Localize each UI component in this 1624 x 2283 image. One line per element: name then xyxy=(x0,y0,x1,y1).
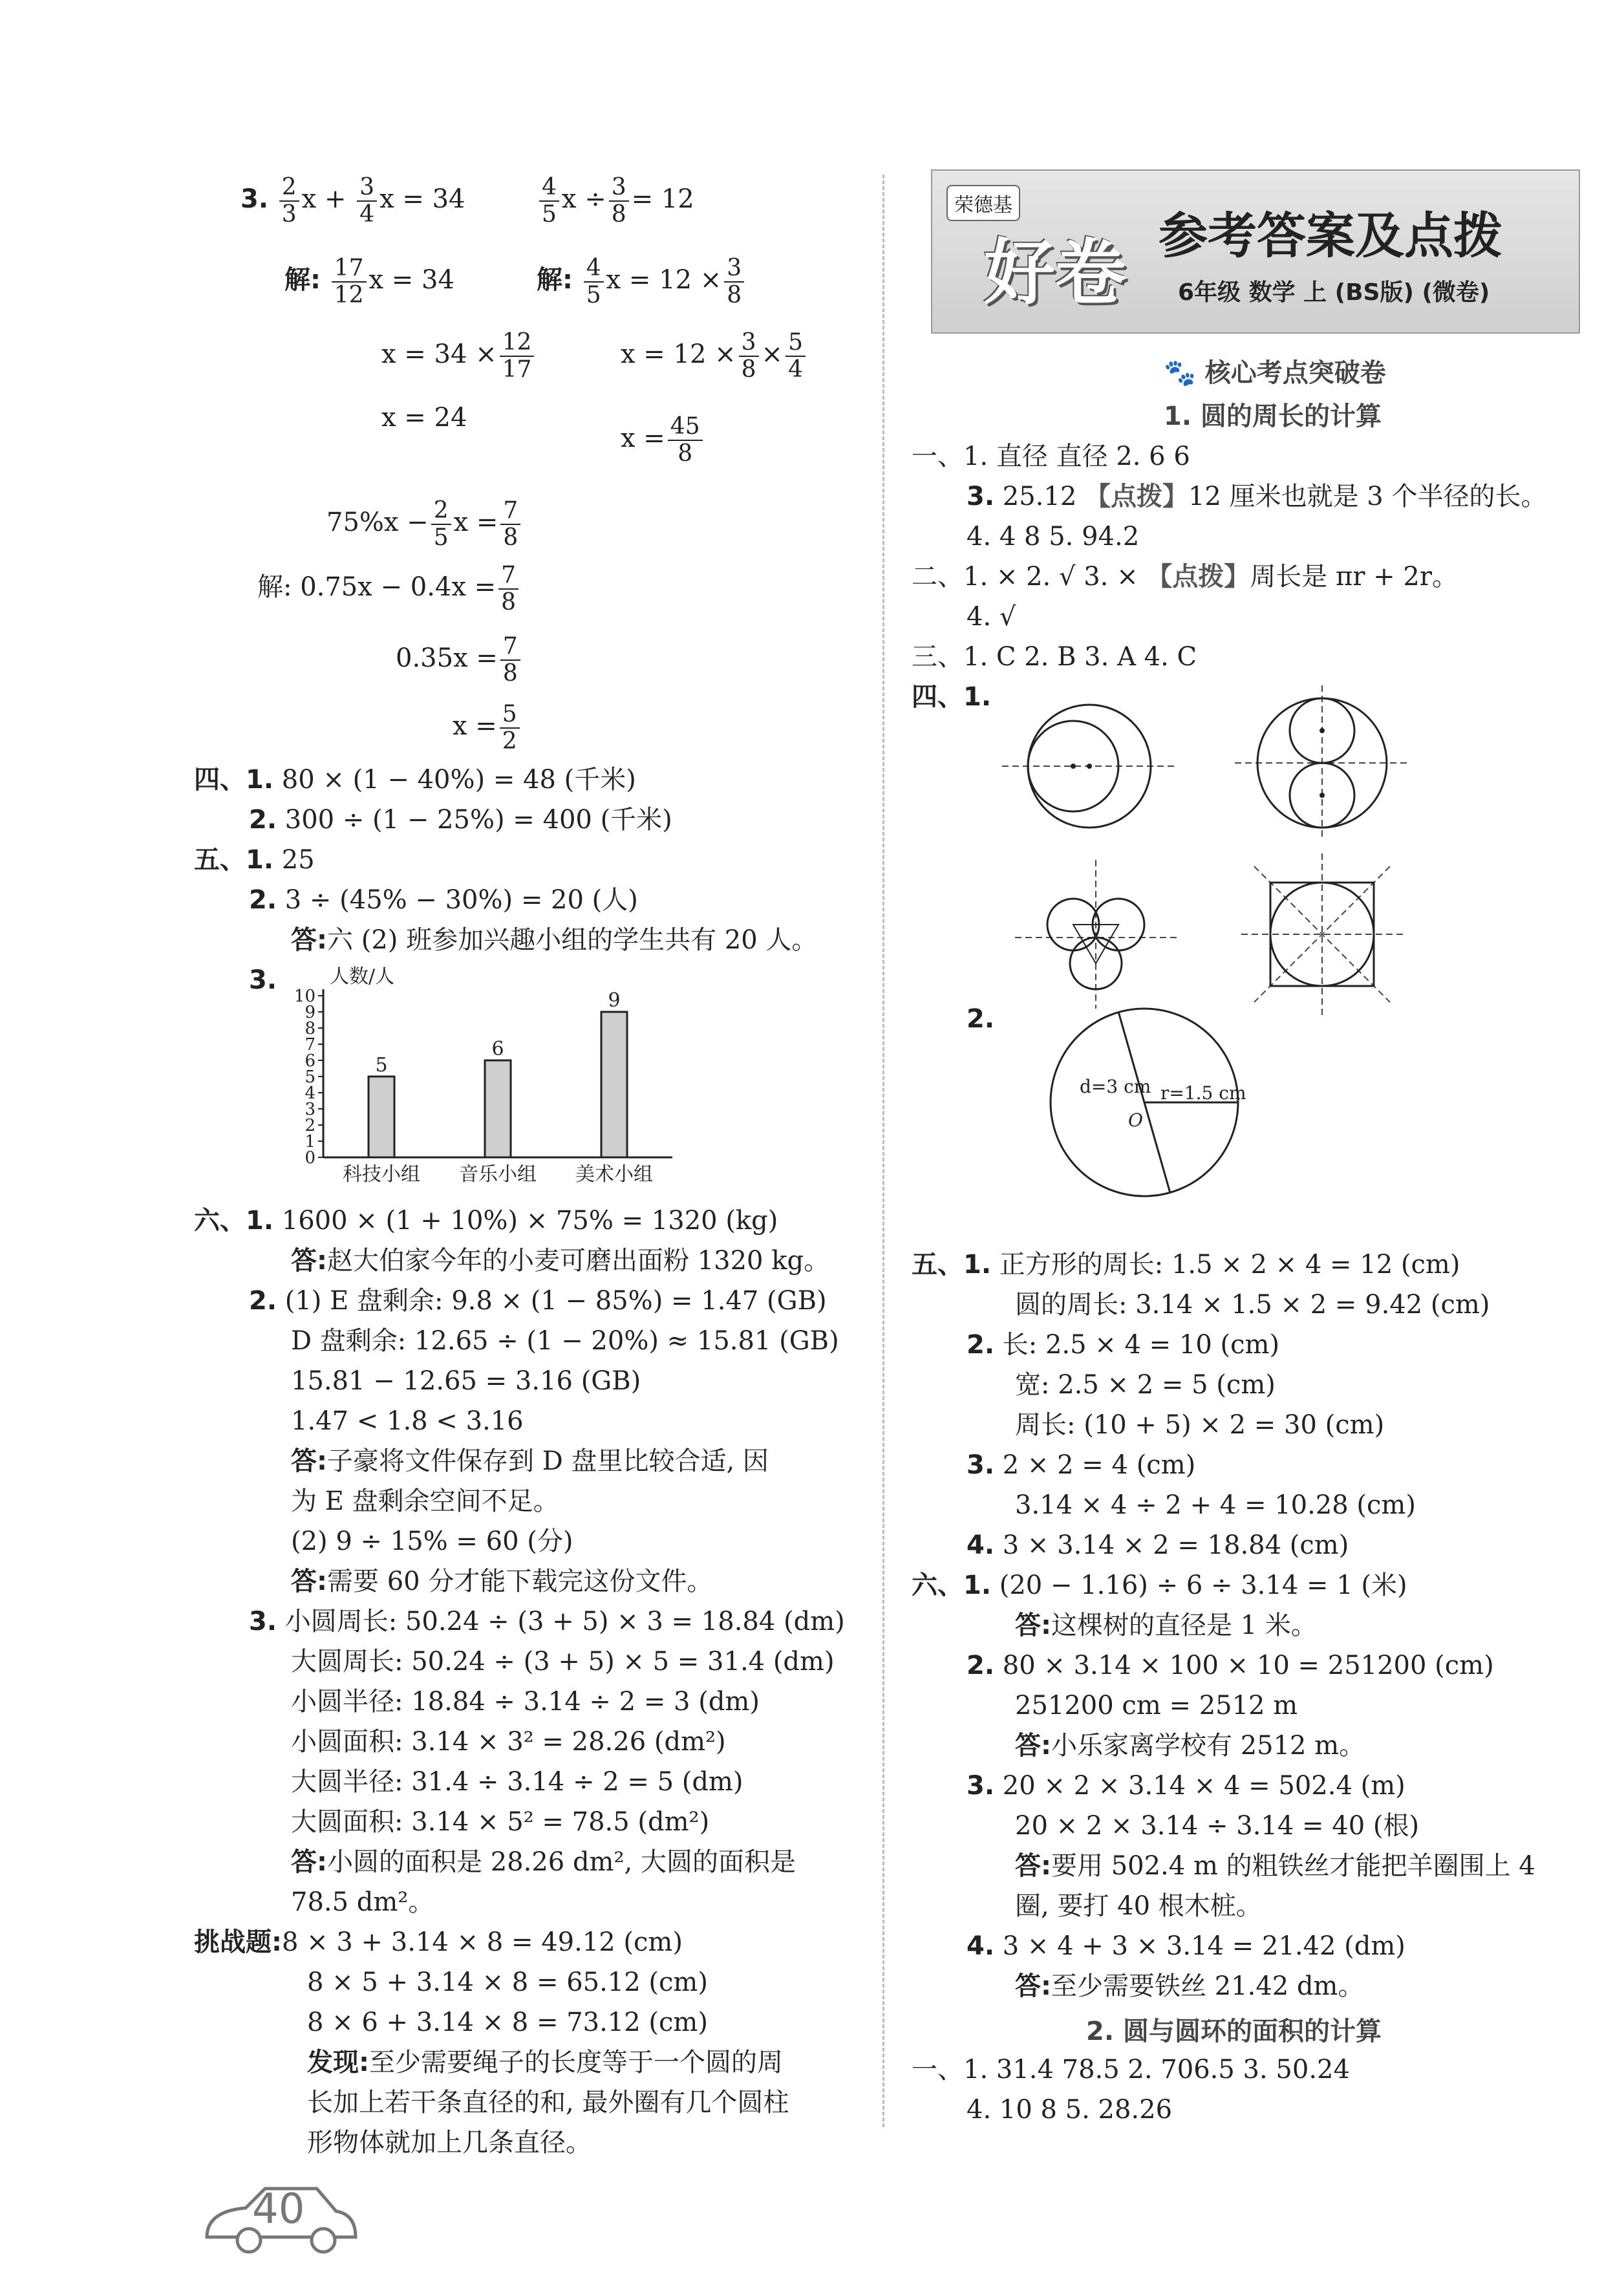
r-s6-line4: 3. 20 × 2 × 3.14 × 4 = 502.4 (m) xyxy=(967,1771,1405,1801)
q3-result-left: x = 24 xyxy=(381,403,467,433)
r-s7-line1: 一、1. 31.4 78.5 2. 706.5 3. 50.24 xyxy=(912,2055,1350,2085)
y-tick-label: 6 xyxy=(304,1051,315,1071)
circle-figure-4 xyxy=(1241,853,1403,1015)
s6-q3-line2: 大圆周长: 50.24 ÷ (3 + 5) × 5 = 31.4 (dm) xyxy=(291,1647,835,1677)
r-s1-line1: 一、1. 直径 直径 2. 6 6 xyxy=(912,442,1190,471)
s5-line1: 五、1. 25 xyxy=(194,845,315,875)
bar-0 xyxy=(369,1077,394,1157)
bar-value-label: 9 xyxy=(608,989,621,1012)
r-s7-line2: 4. 10 8 5. 28.26 xyxy=(967,2095,1173,2125)
y-tick-label: 0 xyxy=(304,1148,315,1168)
q3-eq1: 3. $\frac{2}{3}$ x + $\frac{3}{4}$ x = 34 xyxy=(240,174,465,228)
s6-q2-line1: 2. (1) E 盘剩余: 9.8 × (1 − 85%) = 1.47 (GB) xyxy=(249,1286,827,1316)
circle-figure-1 xyxy=(1002,692,1177,841)
r-s1-line2: 3. 25.12 【点拨】12 厘米也就是 3 个半径的长。 xyxy=(967,482,1547,511)
challenge-line1: 挑战题:8 × 3 + 3.14 × 8 = 49.12 (cm) xyxy=(194,1927,683,1957)
category-label: 音乐小组 xyxy=(459,1163,537,1186)
s6-answer4b: 78.5 dm²。 xyxy=(291,1887,434,1917)
q3-label: 3. xyxy=(240,184,269,214)
s6-q3-line1: 3. 小圆周长: 50.24 ÷ (3 + 5) × 3 = 18.84 (dm) xyxy=(249,1607,845,1636)
challenge-line3: 8 × 6 + 3.14 × 8 = 73.12 (cm) xyxy=(307,2008,708,2037)
y-tick-label: 4 xyxy=(304,1084,315,1103)
y-tick-label: 3 xyxy=(304,1100,315,1119)
y-tick-label: 8 xyxy=(304,1019,315,1038)
category-label: 科技小组 xyxy=(343,1163,420,1186)
r-s5-line2: 圆的周长: 3.14 × 1.5 × 2 = 9.42 (cm) xyxy=(1015,1290,1490,1320)
diameter-label: d=3 cm xyxy=(1080,1076,1151,1097)
bar-2 xyxy=(601,1012,627,1157)
q3-eq3-step3: x = $\frac{5}{2}$ xyxy=(453,702,522,755)
s6-q2-line2: D 盘剩余: 12.65 ÷ (1 − 20%) ≈ 15.81 (GB) xyxy=(291,1326,839,1356)
topic2-title: 2. 圆与圆环的面积的计算 xyxy=(1086,2017,1382,2046)
challenge-find2: 长加上若干条直径的和, 最外圈有几个圆柱 xyxy=(307,2088,789,2117)
r-s6-answer3b: 圈, 要打 40 根木桩。 xyxy=(1015,1891,1262,1921)
bar-value-label: 6 xyxy=(491,1038,504,1060)
column-divider xyxy=(882,175,884,2127)
q3-eq3-step1: 解: 0.75x − 0.4x = $\frac{7}{8}$ xyxy=(257,563,521,616)
r-s4-label: 四、1. xyxy=(912,682,992,712)
r-s5-line8: 4. 3 × 3.14 × 2 = 18.84 (cm) xyxy=(967,1530,1349,1560)
circle-diameter-figure xyxy=(1047,1002,1254,1209)
header-subtitle: 6年级 数学 上 (BS版) (微卷) xyxy=(1178,279,1490,306)
r-s5-line4: 宽: 2.5 × 2 = 5 (cm) xyxy=(1015,1370,1276,1400)
challenge-find1: 发现:至少需要绳子的长度等于一个圆的周 xyxy=(307,2048,783,2077)
s5-line2: 2. 3 ÷ (45% − 30%) = 20 (人) xyxy=(249,885,638,915)
q3-step2-left: x = 34 × $\frac{12}{17}$ xyxy=(381,330,537,383)
bar-value-label: 5 xyxy=(375,1054,388,1077)
r-s6-line5: 20 × 2 × 3.14 ÷ 3.14 = 40 (根) xyxy=(1015,1811,1420,1841)
s6-q3-line6: 大圆面积: 3.14 × 5² = 78.5 (dm²) xyxy=(291,1807,710,1837)
core-title: 🐾 核心考点突破卷 xyxy=(1164,358,1386,388)
q3-eq3-step2: 0.35x = $\frac{7}{8}$ xyxy=(396,634,523,687)
y-tick-label: 2 xyxy=(304,1116,315,1135)
frac-2-3: $\frac{2}{3}$ xyxy=(279,175,299,228)
s6-q2-part2: (2) 9 ÷ 15% = 60 (分) xyxy=(291,1527,573,1556)
brand-badge: 荣德基 xyxy=(946,185,1020,221)
radius-label: r=1.5 cm xyxy=(1160,1082,1246,1104)
s6-q2-line4: 1.47 < 1.8 < 3.16 xyxy=(291,1406,524,1436)
chart-ylabel: 人数/人 xyxy=(330,965,395,988)
r-s5-line5: 周长: (10 + 5) × 2 = 30 (cm) xyxy=(1015,1410,1385,1440)
s6-answer2a: 答:子豪将文件保存到 D 盘里比较合适, 因 xyxy=(291,1446,769,1476)
category-label: 美术小组 xyxy=(575,1163,653,1186)
s6-q2-line3: 15.81 − 12.65 = 3.16 (GB) xyxy=(291,1366,641,1396)
challenge-find3: 形物体就加上几条直径。 xyxy=(307,2128,592,2158)
r-s5-line1: 五、1. 正方形的周长: 1.5 × 2 × 4 = 12 (cm) xyxy=(912,1250,1460,1280)
challenge-line2: 8 × 5 + 3.14 × 8 = 65.12 (cm) xyxy=(307,1967,708,1997)
r-s2-line1: 二、1. × 2. √ 3. × 【点拨】周长是 πr + 2r。 xyxy=(912,562,1458,592)
s6-answer4a: 答:小圆的面积是 28.26 dm², 大圆的面积是 xyxy=(291,1847,796,1877)
r-s4-q2-label: 2. xyxy=(967,1004,995,1034)
r-s6-line3: 251200 cm = 2512 m xyxy=(1015,1691,1298,1720)
s6-answer3: 答:需要 60 分才能下载完这份文件。 xyxy=(291,1567,713,1596)
r-s6-line2: 2. 80 × 3.14 × 100 × 10 = 251200 (cm) xyxy=(967,1651,1494,1680)
q3-step2-right: x = 12 × $\frac{3}{8}$ × $\frac{5}{4}$ xyxy=(621,330,808,383)
s4-line1: 四、1. 80 × (1 − 40%) = 48 (千米) xyxy=(194,765,636,795)
r-s6-answer4: 答:至少需要铁丝 21.42 dm。 xyxy=(1015,1971,1364,2001)
r-s6-line1: 六、1. (20 − 1.16) ÷ 6 ÷ 3.14 = 1 (米) xyxy=(912,1570,1407,1600)
r-s6-line6: 4. 3 × 4 + 3 × 3.14 = 21.42 (dm) xyxy=(967,1931,1405,1961)
r-s6-answer3a: 答:要用 502.4 m 的粗铁丝才能把羊圈围上 4 xyxy=(1015,1851,1535,1881)
bar-chart xyxy=(284,963,685,1196)
s6-q3-line5: 大圆半径: 31.4 ÷ 3.14 ÷ 2 = 5 (dm) xyxy=(291,1767,743,1797)
r-s5-line6: 3. 2 × 2 = 4 (cm) xyxy=(967,1450,1196,1480)
y-tick-label: 7 xyxy=(304,1035,315,1055)
s6-q3-line3: 小圆半径: 18.84 ÷ 3.14 ÷ 2 = 3 (dm) xyxy=(291,1687,760,1717)
paw-icon: 🐾 xyxy=(1164,358,1196,388)
header-title: 参考答案及点拨 xyxy=(1159,207,1502,264)
q3-eq3: 75%x − $\frac{2}{5}$ x = $\frac{7}{8}$ xyxy=(326,498,523,551)
logo: 好卷 xyxy=(984,231,1126,314)
answer-header xyxy=(931,169,1580,334)
r-s1-line3: 4. 4 8 5. 94.2 xyxy=(967,522,1140,552)
s6-answer2b: 为 E 盘剩余空间不足。 xyxy=(291,1486,559,1516)
circle-figure-3 xyxy=(1015,860,1177,1009)
page-number: 40 xyxy=(252,2185,305,2233)
topic1-title: 1. 圆的周长的计算 xyxy=(1164,402,1382,431)
bar-1 xyxy=(485,1060,511,1157)
r-s6-answer2: 答:小乐家离学校有 2512 m。 xyxy=(1015,1731,1365,1761)
s6-answer1: 答:赵大伯家今年的小麦可磨出面粉 1320 kg。 xyxy=(291,1246,830,1276)
r-s5-line3: 2. 长: 2.5 × 4 = 10 (cm) xyxy=(967,1330,1280,1360)
q3-eq2: $\frac{4}{5}$ x ÷ $\frac{3}{8}$ = 12 xyxy=(537,175,694,228)
r-s2-line2: 4. √ xyxy=(967,602,1016,632)
q3-solve1: 解: $\frac{17}{12}$ x = 34 xyxy=(284,255,454,308)
y-tick-label: 1 xyxy=(304,1132,315,1152)
q3-result-right: x = $\frac{45}{8}$ xyxy=(621,414,705,467)
s4-line2: 2. 300 ÷ (1 − 25%) = 400 (千米) xyxy=(249,805,672,835)
y-tick-label: 10 xyxy=(294,987,315,1006)
frac-3-4: $\frac{3}{4}$ xyxy=(357,175,377,228)
s5-q3-label: 3. xyxy=(249,965,277,995)
s6-q3-line4: 小圆面积: 3.14 × 3² = 28.26 (dm²) xyxy=(291,1727,726,1757)
r-s6-answer1: 答:这棵树的直径是 1 米。 xyxy=(1015,1611,1317,1640)
circle-figure-2 xyxy=(1235,685,1409,841)
s6-line1: 六、1. 1600 × (1 + 10%) × 75% = 1320 (kg) xyxy=(194,1206,778,1236)
r-s3-line1: 三、1. C 2. B 3. A 4. C xyxy=(912,642,1197,672)
y-tick-label: 5 xyxy=(304,1067,315,1087)
center-label: O xyxy=(1128,1109,1143,1131)
s5-answer: 答:六 (2) 班参加兴趣小组的学生共有 20 人。 xyxy=(291,925,818,955)
q3-solve2: 解: $\frac{4}{5}$ x = 12 × $\frac{3}{8}$ xyxy=(537,255,747,308)
y-tick-label: 9 xyxy=(304,1003,315,1022)
r-s5-line7: 3.14 × 4 ÷ 2 + 4 = 10.28 (cm) xyxy=(1015,1490,1416,1520)
